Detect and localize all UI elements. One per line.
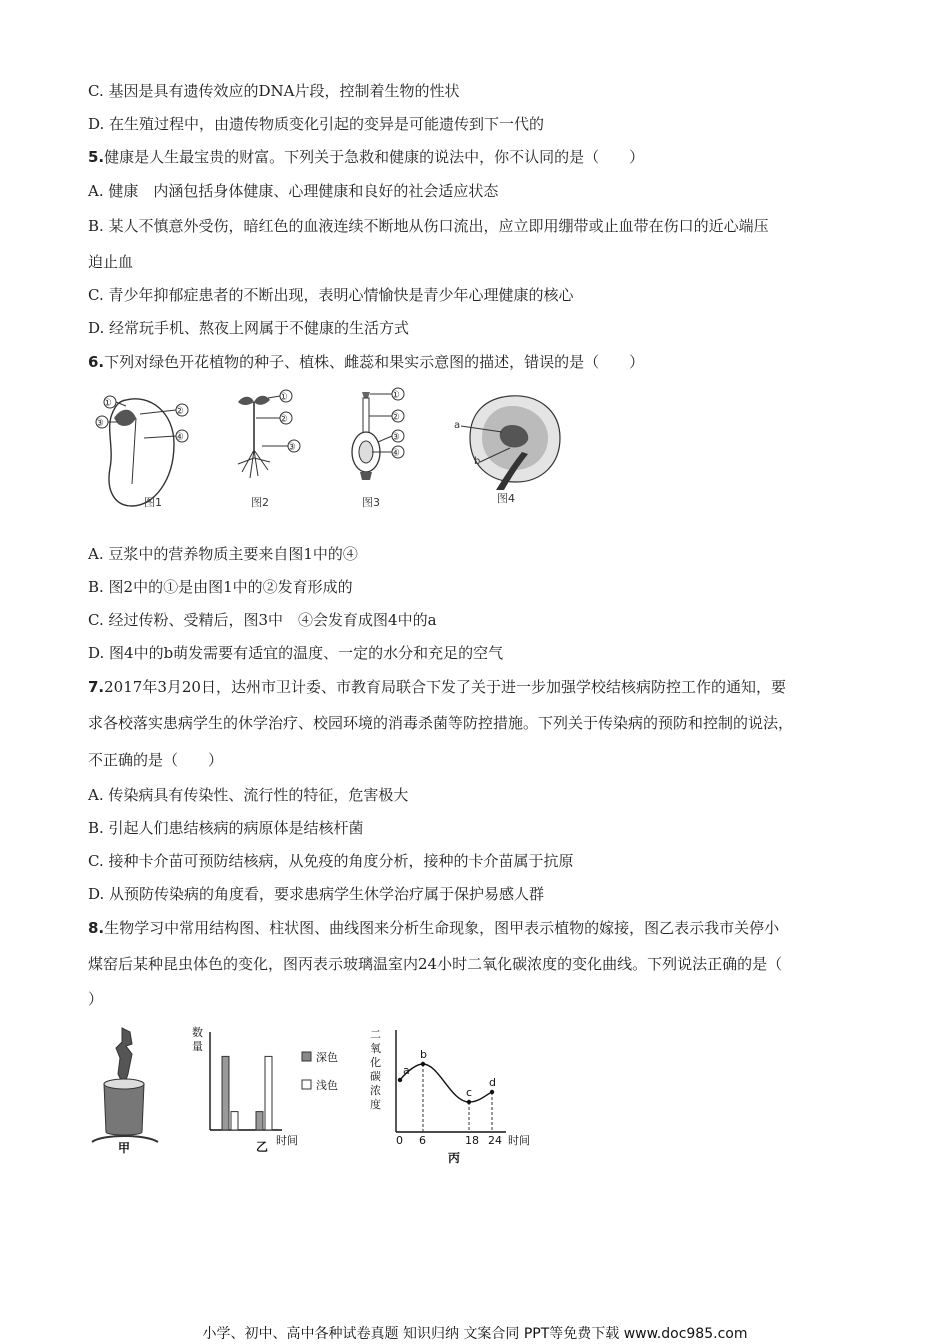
q6-option-c: C. 经过传粉、受精后，图3中 ④会发育成图4中的a bbox=[88, 611, 437, 629]
yi-xlabel: 时间 bbox=[276, 1134, 298, 1147]
scion bbox=[116, 1028, 132, 1086]
fig3-label-2: ② bbox=[391, 412, 400, 423]
fig3-label-1: ① bbox=[391, 390, 400, 401]
fig-yi-caption: 乙 bbox=[256, 1140, 269, 1152]
q6-option-a: A. 豆浆中的营养物质主要来自图1中的④ bbox=[88, 545, 358, 563]
q7-option-a: A. 传染病具有传染性、流行性的特征，危害极大 bbox=[88, 786, 409, 804]
pistil-ovule bbox=[359, 441, 373, 463]
q4-option-d: D. 在生殖过程中，由遗传物质变化引起的变异是可能遗传到下一代的 bbox=[88, 115, 545, 133]
bing-xtick-24: 24 bbox=[488, 1134, 502, 1147]
q6-figure-1-caption: 图1 bbox=[144, 496, 162, 509]
q6-figure-3-pistil bbox=[348, 386, 428, 496]
bing-ylabel-char-3: 化 bbox=[370, 1056, 381, 1069]
q7-number: 7. bbox=[88, 678, 105, 696]
fig-jia-caption: 甲 bbox=[118, 1141, 131, 1154]
plant-roots bbox=[238, 450, 270, 478]
q5-number: 5. bbox=[88, 148, 105, 166]
q7-stem-2: 求各校落实患病学生的休学治疗、校园环境的消毒杀菌等防控措施。下列关于传染病的预防和控制的说法， bbox=[88, 714, 794, 732]
yi-bar-light-2 bbox=[265, 1056, 272, 1130]
q6-stem bbox=[88, 352, 644, 372]
bing-ylabel-char-2: 氧 bbox=[370, 1042, 381, 1055]
q6-figure-3-caption: 图3 bbox=[362, 496, 380, 509]
bing-ylabel-char-5: 浓 bbox=[370, 1084, 381, 1097]
q8-figure-yi-bar-chart bbox=[186, 1022, 356, 1152]
q5-option-d: D. 经常玩手机、熬夜上网属于不健康的生活方式 bbox=[88, 319, 410, 337]
yi-bar-dark-1 bbox=[222, 1056, 229, 1130]
q7-option-c: C. 接种卡介苗可预防结核病，从免疫的角度分析，接种的卡介苗属于抗原 bbox=[88, 852, 574, 870]
bing-point-c bbox=[467, 1100, 471, 1104]
fig1-label-1: ① bbox=[103, 398, 112, 409]
bing-xtick-18: 18 bbox=[465, 1134, 479, 1147]
yi-ylabel-char-1: 数 bbox=[192, 1026, 203, 1039]
fig1-label-4: ④ bbox=[175, 432, 184, 443]
bing-point-d bbox=[490, 1090, 494, 1094]
q7-stem-3: 不正确的是（ ） bbox=[88, 751, 224, 769]
q5-option-b-cont: 迫止血 bbox=[88, 253, 134, 271]
q6-figure-4-caption: 图4 bbox=[497, 492, 515, 505]
yi-ylabel bbox=[192, 1025, 203, 1053]
q5-option-c: C. 青少年抑郁症患者的不断出现，表明心情愉快是青少年心理健康的核心 bbox=[88, 286, 574, 304]
bing-xtick-0: 0 bbox=[396, 1134, 403, 1147]
yi-ylabel-char-2: 量 bbox=[192, 1040, 203, 1053]
q8-stem-2: 煤窑后某种昆虫体色的变化，图丙表示玻璃温室内24小时二氧化碳浓度的变化曲线。下列说法正确的是（ bbox=[88, 955, 783, 973]
page-footer: 小学、初中、高中各种试卷真题 知识归纳 文案合同 PPT等免费下载 www.doc985.com bbox=[202, 1326, 748, 1342]
q8-stem-text-1: 生物学习中常用结构图、柱状图、曲线图来分析生命现象，图甲表示植物的嫁接，图乙表示我市关停小 bbox=[104, 919, 780, 937]
fig3-label-3: ③ bbox=[391, 432, 400, 443]
q6-option-b: B. 图2中的①是由图1中的②发育形成的 bbox=[88, 578, 353, 596]
bing-ylabel-char-4: 碳 bbox=[370, 1070, 381, 1083]
fig3-label-4: ④ bbox=[391, 448, 400, 459]
q6-figure-4-fruit bbox=[452, 392, 582, 492]
q7-stem-1 bbox=[88, 677, 786, 697]
q5-stem bbox=[88, 147, 644, 167]
q6-figure-1-seed bbox=[88, 388, 198, 513]
q7-option-b: B. 引起人们患结核病的病原体是结核杆菌 bbox=[88, 819, 364, 837]
bing-co2-curve bbox=[400, 1064, 492, 1102]
q5-option-b: B. 某人不慎意外受伤，暗红色的血液连续不断地从伤口流出，应立即用绷带或止血带在伤口的近心端压 bbox=[88, 217, 769, 235]
q8-figure-jia-grafting bbox=[86, 1024, 166, 1154]
yi-legend-dark: 深色 bbox=[316, 1051, 338, 1064]
q8-stem-1 bbox=[88, 918, 779, 938]
yi-legend-dark-swatch bbox=[302, 1052, 311, 1061]
fig2-label-2: ② bbox=[279, 414, 288, 425]
q6-option-d: D. 图4中的b萌发需要有适宜的温度、一定的水分和充足的空气 bbox=[88, 644, 504, 662]
yi-legend-light-swatch bbox=[302, 1080, 311, 1089]
bing-ylabel-char-1: 二 bbox=[370, 1028, 381, 1041]
fig2-label-3: ③ bbox=[287, 442, 296, 453]
bing-point-a bbox=[398, 1078, 402, 1082]
q7-option-d: D. 从预防传染病的角度看，要求患病学生休学治疗属于保护易感人群 bbox=[88, 885, 545, 903]
bing-point-b bbox=[421, 1062, 425, 1066]
fig-bing-caption: 丙 bbox=[448, 1151, 461, 1165]
q6-figure-2-caption: 图2 bbox=[251, 496, 269, 509]
q8-stem-3: ） bbox=[88, 990, 104, 1008]
q6-stem-text: 下列对绿色开花植物的种子、植株、雌蕊和果实示意图的描述，错误的是（ ） bbox=[104, 353, 645, 371]
q5-option-a: A. 健康 内涵包括身体健康、心理健康和良好的社会适应状态 bbox=[88, 182, 499, 200]
q6-figure-2-plant bbox=[228, 388, 318, 488]
bing-point-label-b: b bbox=[420, 1048, 427, 1061]
bing-point-label-d: d bbox=[489, 1076, 496, 1089]
bing-point-label-a: a bbox=[403, 1064, 410, 1077]
bing-ylabel-char-6: 度 bbox=[370, 1098, 381, 1111]
bing-xlabel: 时间 bbox=[508, 1134, 530, 1147]
fig4-label-b: b bbox=[474, 456, 481, 467]
q8-number: 8. bbox=[88, 919, 105, 937]
fig4-label-a: a bbox=[454, 420, 461, 431]
pistil-stigma bbox=[362, 392, 370, 398]
bing-xtick-6: 6 bbox=[419, 1134, 426, 1147]
q5-stem-text: 健康是人生最宝贵的财富。下列关于急救和健康的说法中，你不认同的是（ ） bbox=[104, 148, 645, 166]
bing-ylabel bbox=[370, 1028, 381, 1111]
yi-legend-light: 浅色 bbox=[316, 1079, 338, 1092]
q6-number: 6. bbox=[88, 353, 105, 371]
fig2-label-1: ① bbox=[279, 392, 288, 403]
q8-figure-bing-line-chart bbox=[368, 1026, 548, 1166]
yi-bar-light-1 bbox=[231, 1112, 238, 1130]
fig1-label-3: ③ bbox=[95, 418, 104, 429]
bing-point-label-c: c bbox=[466, 1086, 473, 1099]
fig1-label-2: ② bbox=[175, 406, 184, 417]
yi-bar-dark-2 bbox=[256, 1112, 263, 1130]
q7-stem-text-1: 2017年3月20日，达州市卫计委、市教育局联合下发了关于进一步加强学校结核病防控工作的通知，要 bbox=[104, 678, 786, 696]
q4-option-c: C. 基因是具有遗传效应的DNA片段，控制着生物的性状 bbox=[88, 82, 460, 100]
